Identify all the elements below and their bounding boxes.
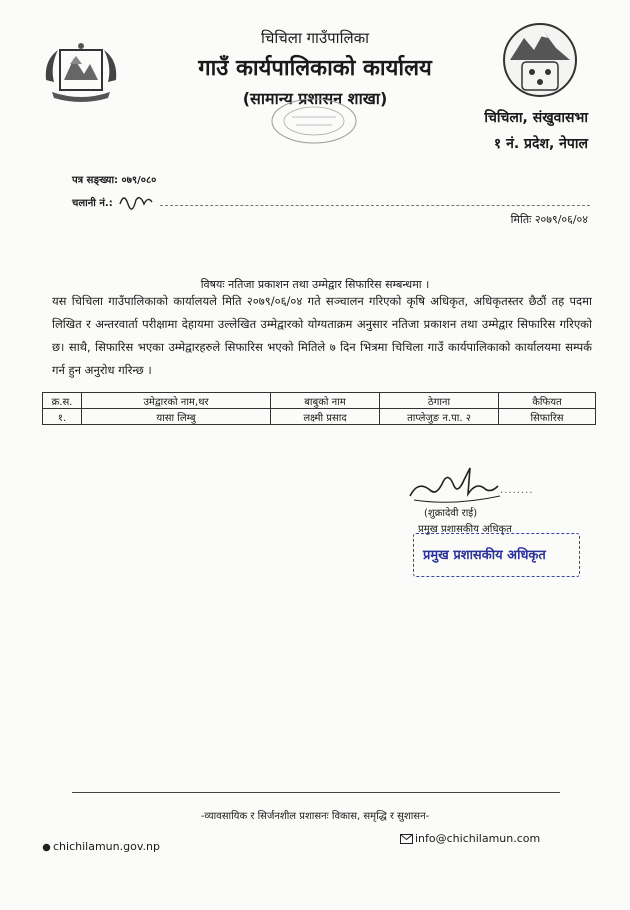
designation-stamp-text: प्रमुख प्रशासकीय अधिकृत — [423, 548, 546, 563]
email-text: info@chichilamun.com — [415, 832, 541, 845]
footer-slogan: -व्यावसायिक र सिर्जनशील प्रशासनः विकास, समृद्धि र सुशासन- — [200, 811, 430, 822]
municipality-logo — [500, 20, 580, 100]
header-father: बाबुको नाम — [271, 393, 380, 409]
letter-body: यस चिचिला गाउँपालिकाको कार्यालयले मिति २०७९/०६/०४ गते सञ्चालन गरिएको कृषि अधिकृत, अधिकृतस्तर छैठौं तह पदमा लिखित र अन्तरवार्ता परीक्षामा देहायमा उल्लेखित उम्मेद्वारको योग्यताक्रम अनुसार नतिजा प्रकाशन तथा उम्मेद्वार सिफारिस गरिएको छ। साथै, सिफारिस भएका उम्मेद्वारहरुले सिफारिस भएको मितिले ७ दिन भित्रमा चिचिला गाउँ कार्यपालिकाको कार्यालयमा सम्पर्क गर्न हुन अनुरोध गरिन्छ । — [52, 294, 592, 377]
handwritten-dispatch-number — [118, 190, 154, 210]
letter-date: मितिः २०७९/०६/०४ — [510, 213, 588, 226]
footer-website — [42, 840, 160, 853]
results-table — [42, 392, 596, 425]
handwritten-signature — [404, 460, 514, 510]
cell-father: लक्ष्मी प्रसाद — [271, 409, 380, 425]
address-line-1: चिचिला, संखुवासभा — [484, 110, 588, 126]
reference-number: पत्र सङ्ख्या: ०७९/०८० — [72, 175, 157, 186]
globe-icon — [42, 843, 51, 852]
footer-divider — [72, 792, 560, 793]
cell-remarks: सिफारिस — [499, 409, 596, 425]
header-address: ठेगाना — [380, 393, 499, 409]
table-header-row — [43, 393, 596, 409]
municipality-name: चिचिला गाउँपालिका — [260, 29, 370, 47]
nepal-emblem-logo — [40, 40, 122, 106]
signature-dots: ........ — [500, 485, 534, 496]
section-name: (सामान्य प्रशासन शाखा) — [242, 89, 388, 108]
footer-email — [400, 832, 540, 845]
signatory-title: प्रमुख प्रशासकीय अधिकृत — [418, 524, 512, 535]
dispatch-number-label: चलानी नं.: — [72, 198, 113, 209]
header-candidate: उमेद्वारको नाम,थर — [82, 393, 271, 409]
mail-icon — [400, 834, 413, 844]
cell-address: ताप्लेजुङ न.पा. २ — [380, 409, 499, 425]
cell-serial: १. — [43, 409, 82, 425]
office-name: गाउँ कार्यपालिकाको कार्यालय — [198, 56, 432, 81]
office-seal — [268, 95, 360, 147]
address-line-2: १ नं. प्रदेश, नेपाल — [493, 136, 588, 152]
letter-subject: विषयः नतिजा प्रकाशन तथा उम्मेद्वार सिफारिस सम्बन्धमा । — [200, 278, 430, 291]
signatory-name: (शुक्रादेवी राई) — [424, 508, 478, 519]
header-remarks: कैफियत — [499, 393, 596, 409]
header-divider — [160, 205, 590, 206]
cell-candidate: यासा लिम्बु — [82, 409, 271, 425]
table-row — [43, 409, 596, 425]
header-serial: क्र.स. — [43, 393, 82, 409]
website-text: chichilamun.gov.np — [53, 840, 160, 853]
